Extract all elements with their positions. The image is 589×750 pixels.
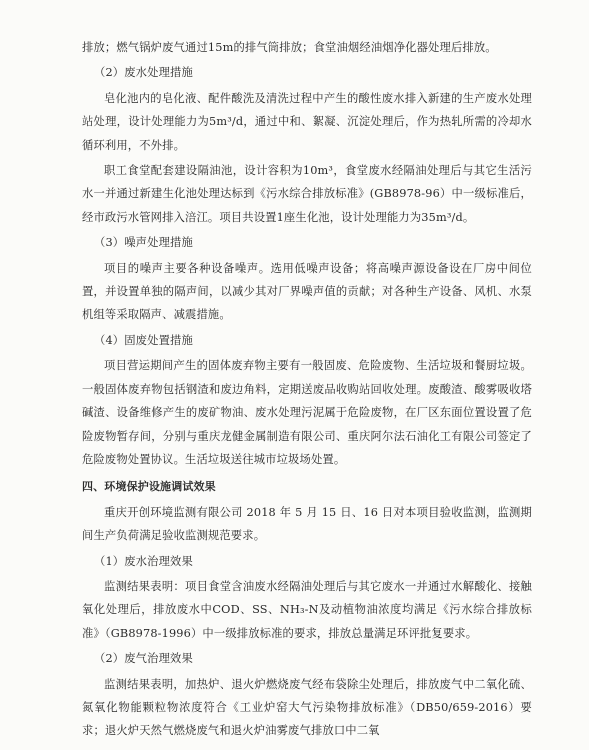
heading-noise-measures: （3）噪声处理措施 (94, 236, 193, 250)
heading-wastewater-measures: （2）废水处理措施 (94, 66, 193, 80)
paragraph-exhaust-result: 监测结果表明，加热炉、退火炉燃烧废气经布袋除尘处理后，排放废气中二氧化硫、氮氧化物能颗粒物浓度符合《工业炉窑大气污染物排放标准》（DB50/659-2016）要求；退火炉天然气燃烧废气和退火炉油雾废气排放口中二氧 (82, 677, 532, 738)
paragraph-monitoring: 重庆开创环境监测有限公司 2018 年 5 月 15 日、16 日对本项目验收监测，监测期间生产负荷满足验收监测规范要求。 (82, 505, 532, 543)
heading-section-four: 四、环境保护设施调试效果 (82, 480, 216, 494)
document-body (82, 36, 532, 743)
heading-wastewater-effect: （1）废水治理效果 (94, 554, 193, 568)
paragraph-canteen-water: 职工食堂配套建设隔油池，设计容积为10m³，食堂废水经隔油处理后与其它生活污水一并通过新建生化池处理达标到《污水综合排放标准》(GB8978-96）中一级标准后，经市政污水管网排入涪江。项目共设置1座生化池，设计处理能力为35m³/d。 (82, 164, 532, 224)
paragraph-soap-pool: 皂化池内的皂化液、配件酸洗及清洗过程中产生的酸性废水排入新建的生产废水处理站处理，设计处理能力为5m³/d，通过中和、絮凝、沉淀处理后，作为热轧所需的冷却水循环利用，不外排。 (82, 91, 532, 152)
paragraph-solid-waste: 项目营运期间产生的固体废弃物主要有一般固废、危险废物、生活垃圾和餐厨垃圾。一般固体废弃物包括钢渣和废边角料，定期送废品收购站回收处理。废酸渣、酸雾吸收塔碱渣、设备维修产生的废矿物油、废水处理污泥属于危险废物，在厂区东面位置设置了危险废物暂存间，分别与重庆龙健金属制造有限公司、重庆阿尔法石油化工有限公司签定了危险废物处置协议。生活垃圾送往城市垃圾场处置。 (82, 359, 532, 466)
paragraph-noise: 项目的噪声主要各种设备噪声。选用低噪声设备；将高噪声源设备设在厂房中间位置，并设置单独的隔声间，以减少其对厂界噪声值的贡献；对各种生产设备、风机、水泵机组等采取隔声、减震措施。 (82, 261, 532, 322)
heading-exhaust-effect: （2）废气治理效果 (94, 652, 193, 666)
paragraph-wastewater-result: 监测结果表明：项目食堂含油废水经隔油处理后与其它废水一并通过水解酸化、接触氧化处理后，排放废水中COD、SS、NH₃-N及动植物油浓度均满足《污水综合排放标准》（GB8978-1996）中一级排放标准的要求，排放总量满足环评批复要求。 (82, 579, 532, 640)
paragraph-exhaust-tail: 排放；燃气锅炉废气通过15m的排气筒排放；食堂油烟经油烟净化器处理后排放。 (82, 41, 497, 54)
heading-solid-waste: （4）固废处置措施 (94, 333, 193, 347)
